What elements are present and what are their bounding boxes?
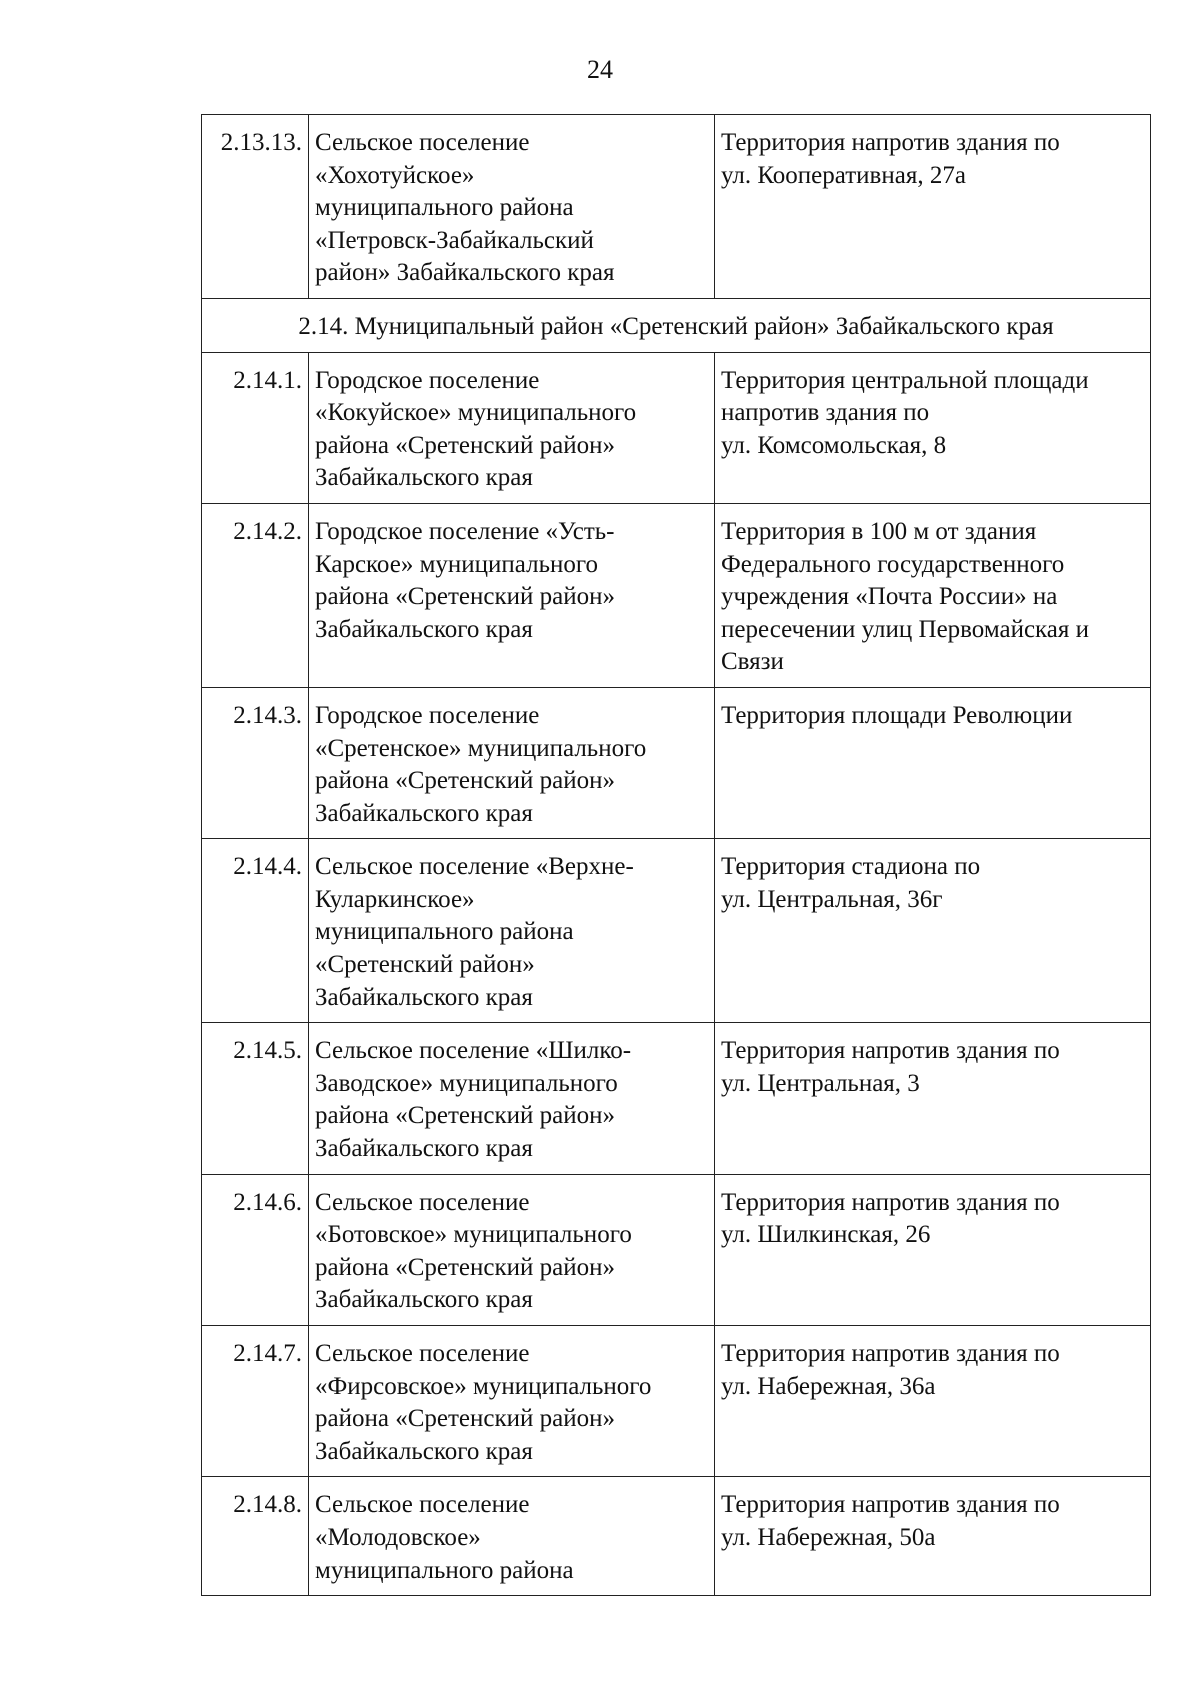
cell-line: «Фирсовское» муниципального xyxy=(315,1372,652,1400)
cell-line: муниципального района xyxy=(315,918,574,946)
settlement-cell xyxy=(309,1326,715,1477)
territory-cell xyxy=(715,1023,1151,1174)
cell-line: Территория напротив здания по xyxy=(721,129,1060,156)
row-number: 2.14.3. xyxy=(202,687,309,838)
page-number: 24 xyxy=(587,55,613,84)
cell-line: район» Забайкальского края xyxy=(315,259,615,287)
cell-line: района «Сретенский район» xyxy=(315,1405,615,1433)
table-row xyxy=(202,115,1151,299)
table-row xyxy=(202,1326,1151,1477)
cell-line: Сельское поселение «Верхне- xyxy=(315,853,634,881)
table-row xyxy=(202,1477,1151,1596)
table-row xyxy=(202,352,1151,503)
cell-line: Заводское» муниципального xyxy=(315,1069,618,1097)
cell-line: Забайкальского края xyxy=(315,799,533,827)
cell-line: муниципального района xyxy=(315,194,574,222)
table-row xyxy=(202,503,1151,687)
cell-line: «Ботовское» муниципального xyxy=(315,1221,632,1249)
settlement-cell xyxy=(309,1477,715,1596)
table-row xyxy=(202,687,1151,838)
cell-line: «Кокуйское» муниципального xyxy=(315,399,637,427)
cell-line: Забайкальского края xyxy=(315,1437,533,1465)
settlement-cell xyxy=(309,1023,715,1174)
table-row xyxy=(202,1174,1151,1325)
territory-cell xyxy=(715,1477,1151,1596)
cell-line: Сельское поселение xyxy=(315,1491,530,1519)
cell-line: ул. Шилкинская, 26 xyxy=(721,1221,931,1249)
section-row xyxy=(202,298,1151,352)
cell-line: района «Сретенский район» xyxy=(315,583,615,611)
cell-line: ул. Центральная, 3 xyxy=(721,1069,920,1097)
cell-line: Городское поселение «Усть- xyxy=(315,517,615,545)
cell-line: «Сретенский район» xyxy=(315,951,535,979)
row-number: 2.14.5. xyxy=(202,1023,309,1174)
cell-line: района «Сретенский район» xyxy=(315,1253,615,1281)
cell-line: Связи xyxy=(721,648,784,676)
cell-line: Куларкинское» xyxy=(315,885,475,913)
cell-line: муниципального района xyxy=(315,1556,574,1584)
row-number: 2.14.8. xyxy=(202,1477,309,1596)
cell-line: района «Сретенский район» xyxy=(315,767,615,795)
settlement-cell xyxy=(309,1174,715,1325)
section-title: 2.14. Муниципальный район «Сретенский район» Забайкальского края xyxy=(202,298,1151,352)
cell-line: Территория стадиона по xyxy=(721,853,981,881)
settlement-cell xyxy=(309,687,715,838)
territory-cell xyxy=(715,687,1151,838)
cell-line: района «Сретенский район» xyxy=(315,431,615,459)
cell-line: Федерального государственного xyxy=(721,550,1065,578)
cell-line: «Сретенское» муниципального xyxy=(315,734,647,762)
cell-line: «Петровск-Забайкальский xyxy=(315,226,594,254)
cell-line: напротив здания по xyxy=(721,399,930,427)
cell-line: Сельское поселение «Шилко- xyxy=(315,1037,632,1065)
row-number: 2.14.6. xyxy=(202,1174,309,1325)
cell-line: «Хохотуйское» xyxy=(315,161,475,189)
cell-line: ул. Кооперативная, 27а xyxy=(721,161,966,189)
cell-line: Городское поселение xyxy=(315,701,540,729)
cell-line: Сельское поселение xyxy=(315,1340,530,1367)
territory-cell xyxy=(715,1174,1151,1325)
cell-line: Территория напротив здания по xyxy=(721,1037,1060,1065)
cell-line: Забайкальского края xyxy=(315,1135,533,1163)
settlement-cell xyxy=(309,839,715,1023)
row-number: 2.14.1. xyxy=(202,352,309,503)
table-body xyxy=(202,115,1151,1596)
row-number: 2.13.13. xyxy=(202,115,309,299)
cell-line: Территория в 100 м от здания xyxy=(721,517,1037,545)
cell-line: ул. Набережная, 50а xyxy=(721,1523,936,1551)
cell-line: Территория площади Революции xyxy=(721,701,1073,729)
table-row xyxy=(202,1023,1151,1174)
territory-cell xyxy=(715,839,1151,1023)
settlement-cell xyxy=(309,503,715,687)
cell-line: Забайкальского края xyxy=(315,615,533,643)
cell-line: «Молодовское» xyxy=(315,1523,481,1551)
territory-cell xyxy=(715,115,1151,299)
territories-table xyxy=(201,114,1151,1596)
cell-line: Забайкальского края xyxy=(315,1286,533,1314)
cell-line: ул. Центральная, 36г xyxy=(721,885,943,913)
cell-line: учреждения «Почта России» на xyxy=(721,583,1058,611)
cell-line: Карское» муниципального xyxy=(315,550,598,578)
row-number: 2.14.4. xyxy=(202,839,309,1023)
cell-line: ул. Набережная, 36а xyxy=(721,1372,936,1400)
territory-cell xyxy=(715,1326,1151,1477)
territory-cell xyxy=(715,352,1151,503)
settlement-cell xyxy=(309,352,715,503)
cell-line: Территория напротив здания по xyxy=(721,1188,1060,1216)
cell-line: Территория напротив здания по xyxy=(721,1340,1060,1367)
cell-line: Территория центральной площади xyxy=(721,366,1089,394)
settlement-cell xyxy=(309,115,715,299)
row-number: 2.14.7. xyxy=(202,1326,309,1477)
territory-cell xyxy=(715,503,1151,687)
cell-line: Забайкальского края xyxy=(315,464,533,492)
cell-line: Сельское поселение xyxy=(315,1188,530,1216)
row-number: 2.14.2. xyxy=(202,503,309,687)
cell-line: Территория напротив здания по xyxy=(721,1491,1060,1519)
table-row xyxy=(202,839,1151,1023)
cell-line: Городское поселение xyxy=(315,366,540,394)
cell-line: Сельское поселение xyxy=(315,129,530,156)
cell-line: пересечении улиц Первомайская и xyxy=(721,615,1090,643)
cell-line: Забайкальского края xyxy=(315,983,533,1011)
cell-line: ул. Комсомольская, 8 xyxy=(721,431,947,459)
cell-line: района «Сретенский район» xyxy=(315,1102,615,1130)
